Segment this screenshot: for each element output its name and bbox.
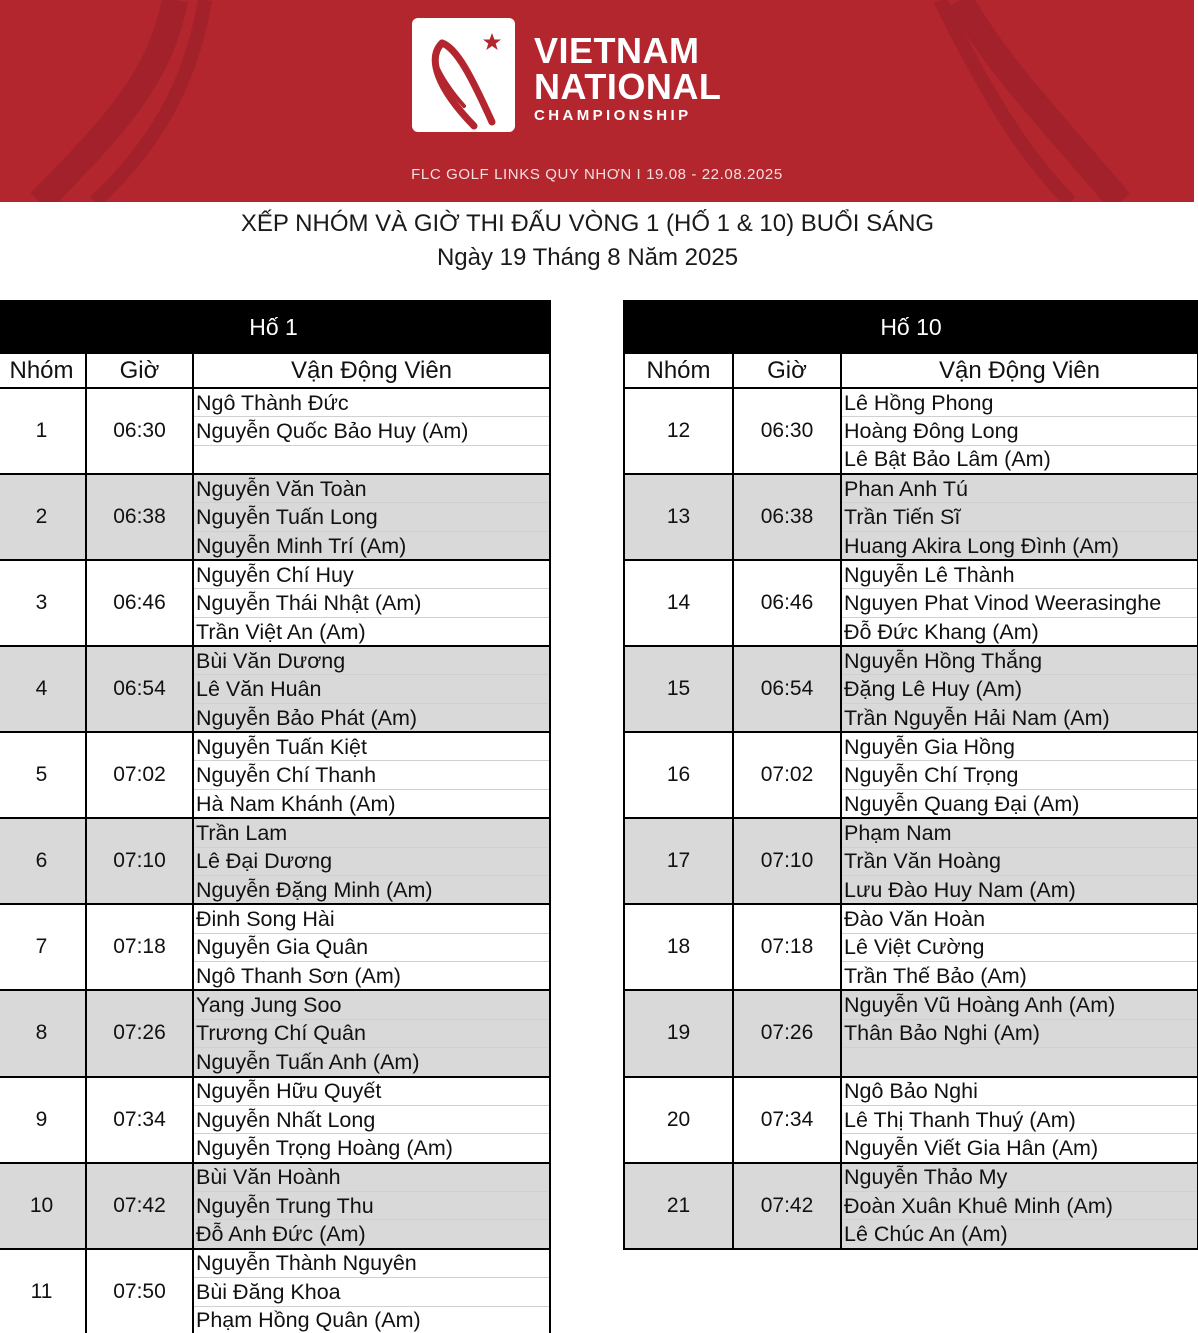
column-header-group: Nhóm (0, 353, 86, 388)
group-number: 7 (0, 904, 86, 990)
tee-time: 07:10 (733, 818, 841, 904)
tee-time: 07:18 (86, 904, 193, 990)
tee-time: 06:38 (86, 474, 193, 560)
player-name: Nguyễn Tuấn Long (193, 503, 550, 532)
player-name: Đặng Lê Huy (Am) (841, 675, 1198, 704)
group-number: 9 (0, 1077, 86, 1163)
player-name: Phạm Nam (841, 818, 1198, 847)
player-name: Ngô Bảo Nghi (841, 1077, 1198, 1106)
tee-time: 07:18 (733, 904, 841, 990)
table-row (624, 990, 1198, 1019)
group-number: 4 (0, 646, 86, 732)
hole-1-table (0, 300, 551, 1333)
group-number: 15 (624, 646, 733, 732)
table-row (0, 560, 550, 589)
player-name: Lê Bật Bảo Lâm (Am) (841, 445, 1198, 474)
player-name: Nguyễn Chí Trọng (841, 761, 1198, 790)
group-number: 11 (0, 1249, 86, 1333)
tee-time: 07:26 (733, 990, 841, 1076)
hole-10-table (623, 300, 1198, 1250)
group-number: 13 (624, 474, 733, 560)
player-name: Nguyễn Chí Thanh (193, 761, 550, 790)
player-name: Lưu Đào Huy Nam (Am) (841, 876, 1198, 905)
tee-time: 07:42 (86, 1163, 193, 1249)
player-name: Nguyễn Trung Thu (193, 1191, 550, 1220)
player-name: Nguyễn Gia Hồng (841, 732, 1198, 761)
table-row (0, 1077, 550, 1106)
table-row (0, 388, 550, 417)
group-number: 21 (624, 1163, 733, 1249)
player-name: Nguyễn Gia Quân (193, 933, 550, 962)
player-name: Lê Hồng Phong (841, 388, 1198, 417)
player-name: Nguyễn Thái Nhật (Am) (193, 589, 550, 618)
logo-line-championship: CHAMPIONSHIP (534, 107, 692, 124)
player-name: Bùi Đăng Khoa (193, 1277, 550, 1306)
tee-time: 06:46 (733, 560, 841, 646)
player-name: Trương Chí Quân (193, 1019, 550, 1048)
table-row (624, 560, 1198, 589)
column-header-time: Giờ (86, 353, 193, 388)
player-name (841, 1048, 1198, 1077)
tee-time: 06:46 (86, 560, 193, 646)
player-name: Nguyễn Hồng Thắng (841, 646, 1198, 675)
table-row (0, 1163, 550, 1192)
tee-time: 06:54 (86, 646, 193, 732)
column-header-group: Nhóm (624, 353, 733, 388)
player-name: Nguyễn Vũ Hoàng Anh (Am) (841, 990, 1198, 1019)
group-number: 17 (624, 818, 733, 904)
group-number: 19 (624, 990, 733, 1076)
group-number: 10 (0, 1163, 86, 1249)
player-name: Trần Việt An (Am) (193, 618, 550, 647)
player-name: Nguyễn Văn Toàn (193, 474, 550, 503)
column-header-time: Giờ (733, 353, 841, 388)
group-number: 2 (0, 474, 86, 560)
tee-time: 06:30 (733, 388, 841, 474)
player-name: Ngô Thanh Sơn (Am) (193, 962, 550, 991)
table-row (0, 904, 550, 933)
group-number: 6 (0, 818, 86, 904)
player-name: Nguyễn Quang Đại (Am) (841, 790, 1198, 819)
player-name: Ngô Thành Đức (193, 388, 550, 417)
tee-time: 06:38 (733, 474, 841, 560)
championship-logo (412, 18, 515, 132)
tee-time: 07:42 (733, 1163, 841, 1249)
player-name: Trần Văn Hoàng (841, 847, 1198, 876)
table-row (624, 1163, 1198, 1192)
player-name: Lê Thị Thanh Thuý (Am) (841, 1105, 1198, 1134)
table-row (624, 474, 1198, 503)
header-banner (0, 0, 1194, 202)
group-number: 5 (0, 732, 86, 818)
tee-time: 07:02 (733, 732, 841, 818)
player-name: Nguyễn Thành Nguyên (193, 1249, 550, 1278)
player-name: Nguyễn Hữu Quyết (193, 1077, 550, 1106)
table-row (0, 474, 550, 503)
page-title: XẾP NHÓM VÀ GIỜ THI ĐẤU VÒNG 1 (HỐ 1 & 10) BUỔI SÁNG (240, 210, 935, 237)
player-name: Yang Jung Soo (193, 990, 550, 1019)
player-name: Huang Akira Long Đình (Am) (841, 531, 1198, 560)
player-name: Trần Tiến Sĩ (841, 503, 1198, 532)
column-header-players: Vận Động Viên (841, 353, 1198, 388)
player-name: Bùi Văn Hoành (193, 1163, 550, 1192)
player-name: Đoàn Xuân Khuê Minh (Am) (841, 1191, 1198, 1220)
table-row (624, 388, 1198, 417)
tee-time: 06:30 (86, 388, 193, 474)
player-name: Đinh Song Hài (193, 904, 550, 933)
table-row (0, 732, 550, 761)
player-name: Nguyễn Chí Huy (193, 560, 550, 589)
table-row (0, 1249, 550, 1278)
group-number: 3 (0, 560, 86, 646)
player-name: Bùi Văn Dương (193, 646, 550, 675)
player-name: Lê Đại Dương (193, 847, 550, 876)
table-row (624, 732, 1198, 761)
player-name: Nguyễn Lê Thành (841, 560, 1198, 589)
player-name: Lê Chúc An (Am) (841, 1220, 1198, 1249)
player-name: Trần Thế Bảo (Am) (841, 962, 1198, 991)
player-name: Hà Nam Khánh (Am) (193, 790, 550, 819)
player-name: Nguyễn Tuấn Anh (Am) (193, 1048, 550, 1077)
column-header-players: Vận Động Viên (193, 353, 550, 388)
tee-time: 07:34 (86, 1077, 193, 1163)
player-name: Phan Anh Tú (841, 474, 1198, 503)
tee-time: 06:54 (733, 646, 841, 732)
player-name: Nguyễn Quốc Bảo Huy (Am) (193, 417, 550, 446)
player-name: Trần Nguyễn Hải Nam (Am) (841, 704, 1198, 733)
player-name: Đỗ Đức Khang (Am) (841, 618, 1198, 647)
group-number: 8 (0, 990, 86, 1076)
logo-line-national: NATIONAL (534, 66, 722, 107)
hole-header: Hố 10 (624, 301, 1198, 353)
group-number: 18 (624, 904, 733, 990)
table-row (624, 1077, 1198, 1106)
tee-time: 07:34 (733, 1077, 841, 1163)
player-name: Hoàng Đông Long (841, 417, 1198, 446)
player-name: Nguyễn Bảo Phát (Am) (193, 704, 550, 733)
group-number: 14 (624, 560, 733, 646)
group-number: 16 (624, 732, 733, 818)
logo-emblem-icon (412, 18, 515, 132)
table-row (624, 818, 1198, 847)
group-number: 1 (0, 388, 86, 474)
player-name: Nguyễn Viết Gia Hân (Am) (841, 1134, 1198, 1163)
player-name: Đào Văn Hoàn (841, 904, 1198, 933)
table-row (0, 990, 550, 1019)
table-row (624, 646, 1198, 675)
player-name: Lê Việt Cường (841, 933, 1198, 962)
tee-time: 07:26 (86, 990, 193, 1076)
player-name: Phạm Hồng Quân (Am) (193, 1306, 550, 1333)
hole-header: Hố 1 (0, 301, 550, 353)
player-name (193, 445, 550, 474)
player-name: Đỗ Anh Đức (Am) (193, 1220, 550, 1249)
player-name: Trần Lam (193, 818, 550, 847)
tee-time: 07:10 (86, 818, 193, 904)
page-date: Ngày 19 Tháng 8 Năm 2025 (436, 244, 739, 271)
tee-time: 07:50 (86, 1249, 193, 1333)
player-name: Lê Văn Huân (193, 675, 550, 704)
player-name: Thân Bảo Nghi (Am) (841, 1019, 1198, 1048)
logo-line-vietnam: VIETNAM (534, 30, 700, 71)
table-row (0, 818, 550, 847)
player-name: Nguyễn Tuấn Kiệt (193, 732, 550, 761)
group-number: 20 (624, 1077, 733, 1163)
table-row (0, 646, 550, 675)
player-name: Nguyễn Nhất Long (193, 1105, 550, 1134)
group-number: 12 (624, 388, 733, 474)
player-name: Nguyễn Trọng Hoàng (Am) (193, 1134, 550, 1163)
player-name: Nguyễn Thảo My (841, 1163, 1198, 1192)
player-name: Nguyen Phat Vinod Weerasinghe (841, 589, 1198, 618)
table-row (624, 904, 1198, 933)
tee-time: 07:02 (86, 732, 193, 818)
player-name: Nguyễn Đặng Minh (Am) (193, 876, 550, 905)
venue-dates: FLC GOLF LINKS QUY NHƠN I 19.08 - 22.08.2025 (411, 166, 783, 183)
player-name: Nguyễn Minh Trí (Am) (193, 531, 550, 560)
logo-wordmark (534, 30, 722, 124)
